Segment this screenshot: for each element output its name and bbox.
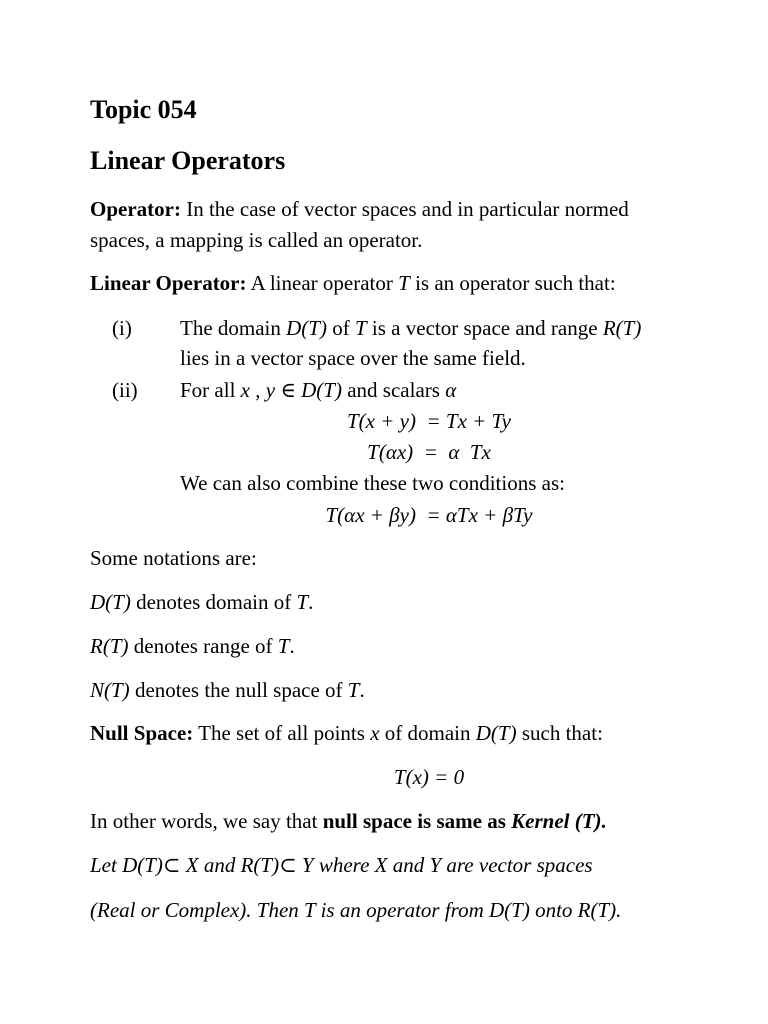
combined-equation: T(αx + βy) = αTx + βTy bbox=[325, 503, 533, 527]
notation-domain: D(T) denotes domain of T. bbox=[90, 590, 314, 614]
closing-line1: Let D(T)⊂ X and R(T)⊂ Y where X and Y are vector spaces bbox=[90, 853, 593, 877]
page-title: Linear Operators bbox=[90, 146, 286, 175]
condition-i-line2: lies in a vector space over the same field. bbox=[180, 346, 526, 370]
null-space-equation: T(x) = 0 bbox=[393, 765, 465, 789]
additivity-equation: T(x + y) = Tx + Ty bbox=[346, 409, 511, 433]
homogeneity-equation: T(αx) = α Tx bbox=[367, 440, 491, 464]
kernel-statement: In other words, we say that null space is same as Kernel (T). bbox=[90, 809, 607, 833]
condition-ii-line1: For all x , y ∈ D(T) and scalars α bbox=[180, 378, 457, 402]
notation-range: R(T) denotes range of T. bbox=[90, 634, 295, 658]
notation-null-space: N(T) denotes the null space of T. bbox=[90, 678, 365, 702]
operator-text: In the case of vector spaces and in particular normed bbox=[180, 197, 629, 221]
linear-operator-definition: Linear Operator: A linear operator T is an operator such that: bbox=[90, 271, 616, 295]
condition-marker-ii: (ii) bbox=[112, 378, 138, 402]
closing-line2: (Real or Complex). Then T is an operator from D(T) onto R(T). bbox=[90, 898, 622, 922]
operator-definition-line1 bbox=[90, 196, 629, 222]
null-space-definition: Null Space: The set of all points x of domain D(T) such that: bbox=[90, 721, 603, 745]
linear-operator-term: Linear Operator: bbox=[90, 271, 247, 295]
topic-heading: Topic 054 bbox=[90, 95, 197, 124]
combine-conditions-text: We can also combine these two conditions as: bbox=[180, 471, 565, 495]
null-space-term: Null Space: bbox=[90, 721, 194, 745]
condition-i-line1: The domain D(T) of T is a vector space and range R(T) bbox=[180, 316, 642, 340]
condition-marker-i: (i) bbox=[112, 316, 132, 340]
operator-definition-line2: spaces, a mapping is called an operator. bbox=[90, 228, 423, 252]
notations-intro: Some notations are: bbox=[90, 546, 257, 570]
operator-term: Operator: bbox=[90, 197, 181, 221]
